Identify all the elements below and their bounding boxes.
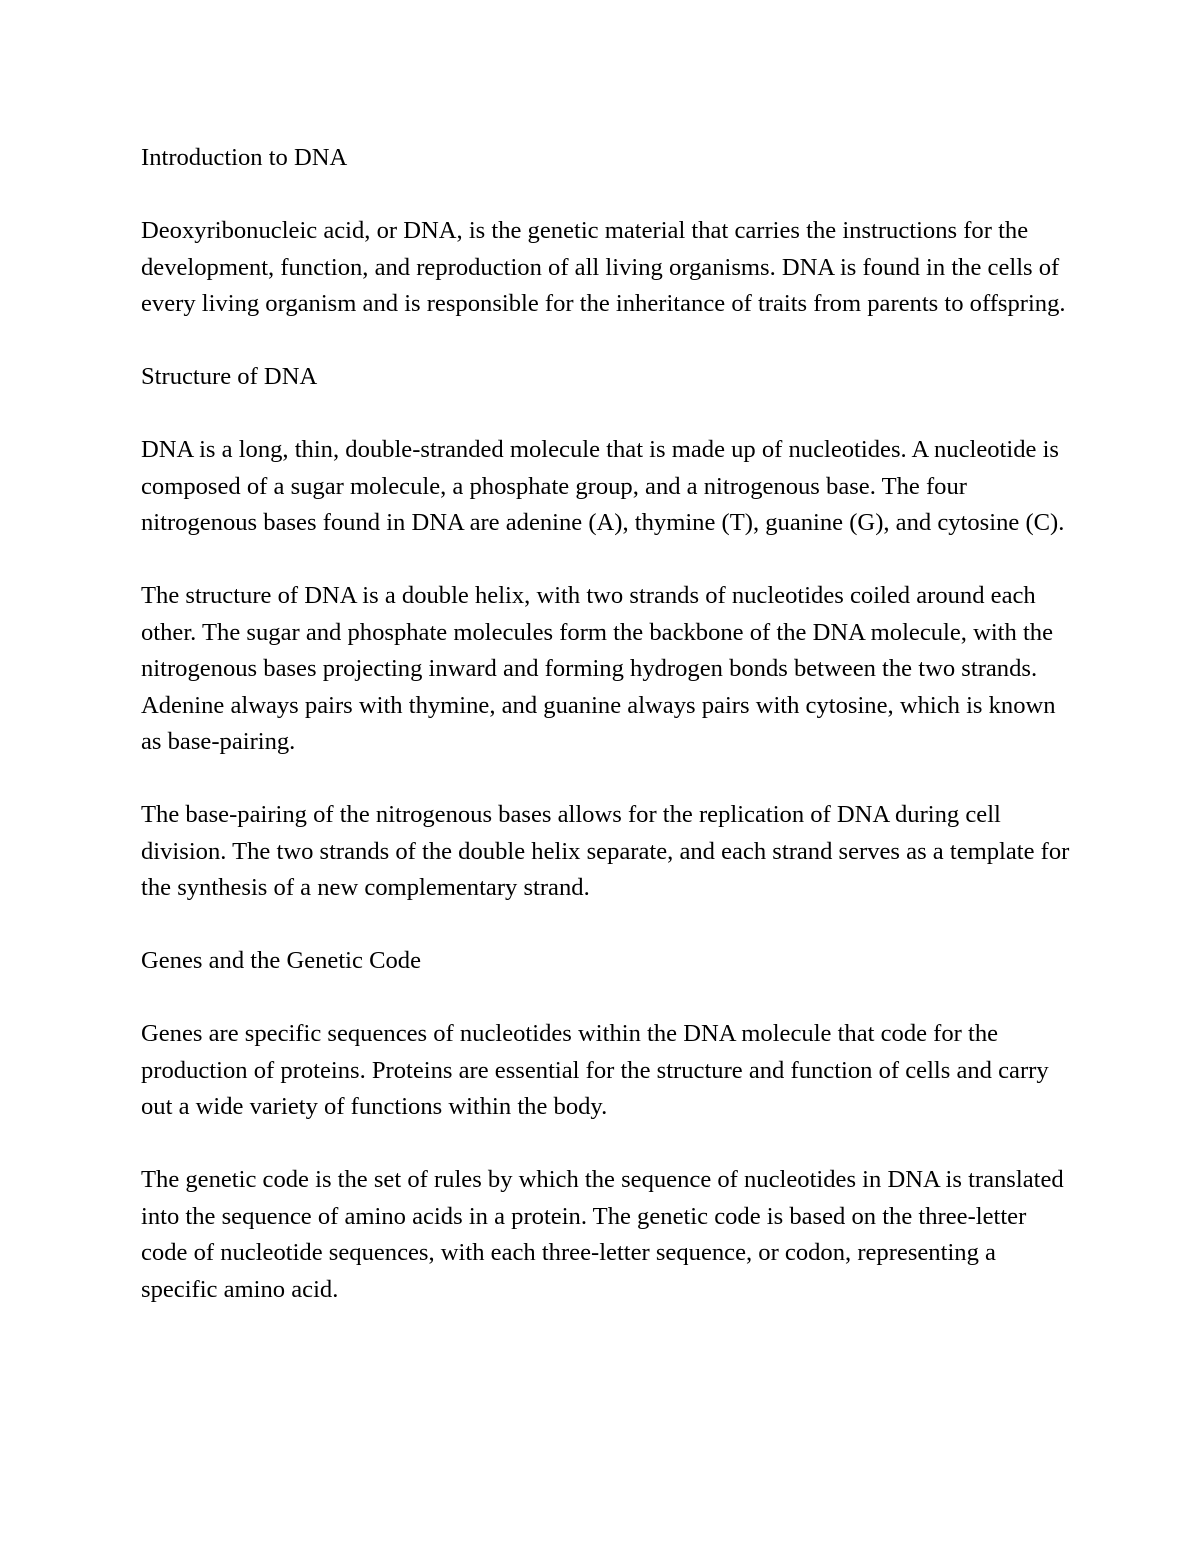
document-body <box>141 140 1071 1308</box>
paragraph-genes: Genes are specific sequences of nucleotides within the DNA molecule that code for the production of proteins. Proteins are essential for the structure and function of cells and carry out a wide variety of functions within the body. <box>141 1020 1049 1120</box>
paragraph-nucleotides: DNA is a long, thin, double-stranded molecule that is made up of nucleotides. A nucleotide is composed of a sugar molecule, a phosphate group, and a nitrogenous base. The four nitrogenous bases found in DNA are adenine (A), thymine (T), guanine (G), and cytosine (C). <box>141 436 1065 536</box>
paragraph-dna-definition: Deoxyribonucleic acid, or DNA, is the genetic material that carries the instructions for the development, function, and reproduction of all living organisms. DNA is found in the cells of every living organism and is responsible for the inheritance of traits from parents to offspring. <box>141 217 1066 317</box>
paragraph-replication: The base-pairing of the nitrogenous bases allows for the replication of DNA during cell division. The two strands of the double helix separate, and each strand serves as a template for the synthesis of a new complementary strand. <box>141 801 1070 901</box>
section-heading-introduction: Introduction to DNA <box>141 144 348 171</box>
paragraph-double-helix: The structure of DNA is a double helix, with two strands of nucleotides coiled around each other. The sugar and phosphate molecules form the backbone of the DNA molecule, with the nitrogenous bases projecting inward and forming hydrogen bonds between the two strands. Adenine always pairs with thymine, and guanine always pairs with cytosine, which is known as base-pairing. <box>141 582 1056 755</box>
section-heading-genes: Genes and the Genetic Code <box>141 947 421 974</box>
paragraph-genetic-code: The genetic code is the set of rules by which the sequence of nucleotides in DNA is translated into the sequence of amino acids in a protein. The genetic code is based on the three-letter code of nucleotide sequences, with each three-letter sequence, or codon, representing a specific amino acid. <box>141 1166 1064 1303</box>
section-heading-structure: Structure of DNA <box>141 363 318 390</box>
